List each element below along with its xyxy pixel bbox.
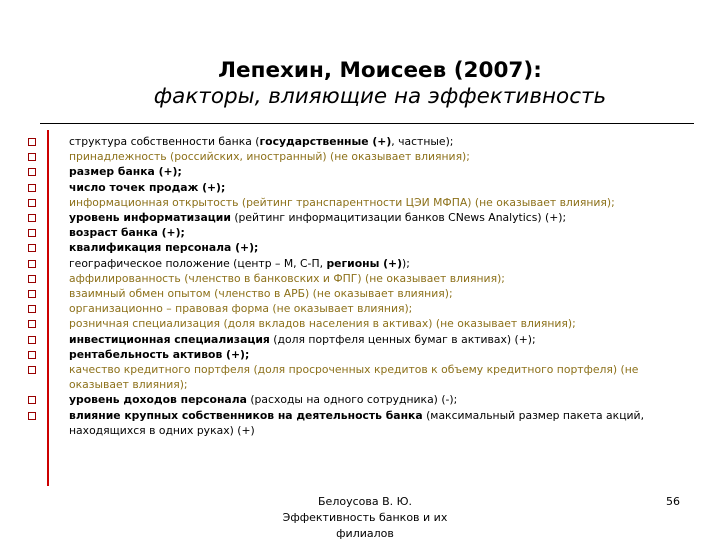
list-item bbox=[28, 134, 678, 149]
factor-text: (рейтинг информацитизации банков CNews Analytics) (+); bbox=[230, 211, 567, 225]
list-item bbox=[28, 195, 678, 210]
factor-emphasis: уровень доходов персонала bbox=[69, 393, 247, 407]
title-subtitle: факторы, влияющие на эффективность bbox=[153, 84, 607, 109]
square-bullet-icon bbox=[28, 396, 36, 404]
factor-text: информационная открытость (рейтинг транспарентности ЦЭИ МФПА) (не оказывает влияния); bbox=[69, 195, 615, 209]
list-item bbox=[28, 225, 678, 240]
title-authors: Лепехин, Моисеев (2007): bbox=[218, 58, 542, 83]
list-item bbox=[28, 392, 678, 407]
square-bullet-icon bbox=[28, 199, 36, 207]
list-item bbox=[28, 210, 678, 225]
factor-text: (доля портфеля ценных бумаг в активах) (+); bbox=[269, 332, 536, 346]
square-bullet-icon bbox=[28, 153, 36, 161]
factor-text: географическое положение (центр – М, С-П, bbox=[69, 256, 327, 270]
factor-text: (максимальный размер пакета акций, находящихся в одних руках) (+) bbox=[69, 408, 645, 437]
factor-text: организационно – правовая форма (не оказывает влияния); bbox=[69, 302, 413, 316]
list-item bbox=[28, 332, 678, 347]
factor-emphasis: государственные (+) bbox=[259, 135, 392, 148]
factor-text: розничная специализация (доля вкладов населения в активах) (не оказывает влияния); bbox=[69, 317, 576, 331]
factor-emphasis: квалификация персонала (+); bbox=[69, 241, 259, 255]
slide-title bbox=[100, 58, 660, 110]
factor-emphasis: регионы (+) bbox=[326, 256, 403, 270]
list-item bbox=[28, 316, 678, 331]
factor-text: (расходы на одного сотрудника) (-); bbox=[246, 393, 458, 407]
title-divider bbox=[40, 123, 694, 124]
square-bullet-icon bbox=[28, 412, 36, 420]
footer-work-title-cont: филиалов bbox=[336, 527, 394, 540]
factor-text: , частные); bbox=[391, 135, 454, 148]
list-item bbox=[28, 271, 678, 286]
square-bullet-icon bbox=[28, 275, 36, 283]
page-number: 56 bbox=[666, 495, 680, 508]
footer-author bbox=[250, 494, 480, 542]
list-item bbox=[28, 362, 678, 392]
square-bullet-icon bbox=[28, 366, 36, 374]
square-bullet-icon bbox=[28, 184, 36, 192]
list-item bbox=[28, 149, 678, 164]
square-bullet-icon bbox=[28, 214, 36, 222]
factor-emphasis: возраст банка (+); bbox=[69, 226, 185, 240]
factor-text: качество кредитного портфеля (доля просроченных кредитов к объему кредитного портфеля) (не оказывает влияния); bbox=[69, 363, 639, 392]
list-item bbox=[28, 347, 678, 362]
square-bullet-icon bbox=[28, 168, 36, 176]
factor-emphasis: число точек продаж (+); bbox=[69, 180, 226, 194]
factor-text: ); bbox=[402, 256, 410, 270]
square-bullet-icon bbox=[28, 260, 36, 268]
factor-text: структура собственности банка ( bbox=[69, 135, 260, 148]
square-bullet-icon bbox=[28, 351, 36, 359]
footer-author-name: Белоусова В. Ю. bbox=[318, 495, 412, 508]
list-item bbox=[28, 286, 678, 301]
list-item bbox=[28, 408, 678, 438]
factor-emphasis: инвестиционная специализация bbox=[69, 332, 270, 346]
list-item bbox=[28, 301, 678, 316]
list-item bbox=[28, 256, 678, 271]
square-bullet-icon bbox=[28, 229, 36, 237]
factor-text: аффилированность (членство в банковских и ФПГ) (не оказывает влияния); bbox=[69, 271, 505, 285]
factor-text: взаимный обмен опытом (членство в АРБ) (не оказывает влияния); bbox=[69, 287, 453, 301]
factor-emphasis: уровень информатизации bbox=[69, 211, 231, 225]
factor-emphasis: влияние крупных собственников на деятельность банка bbox=[69, 408, 423, 422]
square-bullet-icon bbox=[28, 305, 36, 313]
list-item bbox=[28, 240, 678, 255]
footer-work-title: Эффективность банков и их bbox=[282, 511, 448, 524]
square-bullet-icon bbox=[28, 138, 36, 146]
factor-list bbox=[28, 134, 678, 438]
factor-text: принадлежность (российских, иностранный) (не оказывает влияния); bbox=[69, 150, 470, 164]
square-bullet-icon bbox=[28, 290, 36, 298]
factor-emphasis: рентабельность активов (+); bbox=[69, 347, 250, 361]
square-bullet-icon bbox=[28, 320, 36, 328]
list-item bbox=[28, 164, 678, 179]
list-item bbox=[28, 180, 678, 195]
factor-emphasis: размер банка (+); bbox=[69, 165, 182, 179]
square-bullet-icon bbox=[28, 336, 36, 344]
square-bullet-icon bbox=[28, 244, 36, 252]
